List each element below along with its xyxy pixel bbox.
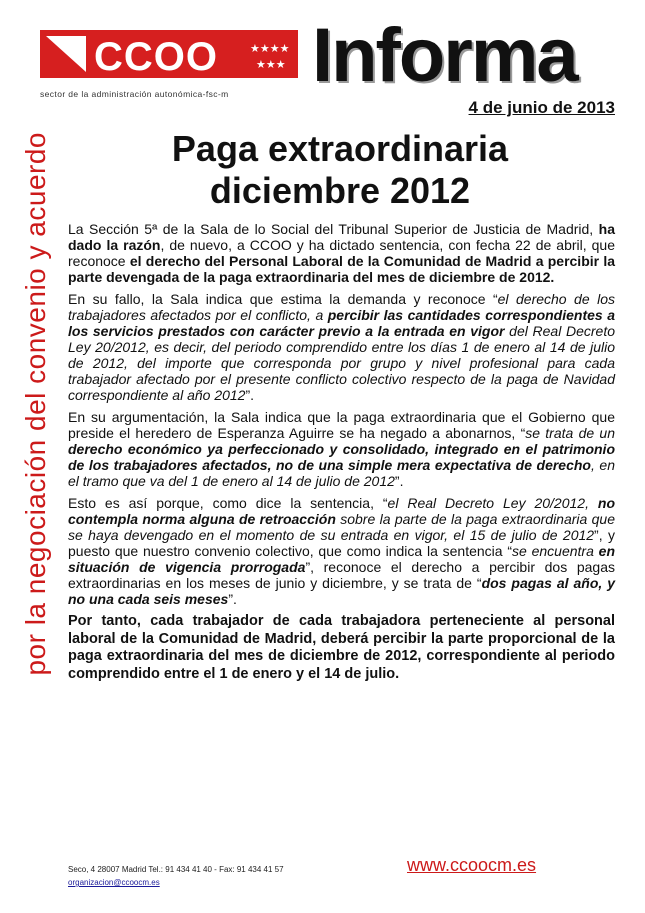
footer-address: Seco, 4 28007 Madrid Tel.: 91 434 41 40 - Fax: 91 434 41 57 xyxy=(68,865,284,874)
text-run: ha dado la razón xyxy=(68,221,615,253)
text-run: el derecho de los trabajadores afectados por el conflicto, a xyxy=(68,291,615,323)
text-run: En su argumentación, la Sala indica que la paga extraordinaria que el Gobierno que preside el heredero de Esperanza Aguirre se ha negado a abonarnos, “ xyxy=(68,409,615,441)
text-run: se encuentra xyxy=(512,543,599,559)
sector-tagline: sector de la administración autonómica-fsc-m xyxy=(40,89,229,99)
text-run: Esto es así porque, como dice la sentencia, “ xyxy=(68,495,388,511)
text-run: derecho económico ya perfeccionado y consolidado, integrado en el patrimonio de los trabajadores afectados, no de una simple mera expectativa de derecho xyxy=(68,441,615,473)
footer-email-link[interactable]: organizacion@ccoocm.es xyxy=(68,878,160,887)
text-run: sobre la parte de la paga extraordinaria que se haya devengado en el momento de su entrada en vigor, el 15 de julio de 2012 xyxy=(68,511,616,543)
publication-date: 4 de junio de 2013 xyxy=(468,98,615,117)
text-run: del Real Decreto Ley 20/2012, es decir, del periodo comprendido entre los días 1 de enero al 14 de julio de 2012, del importe que corresponda por grupo y nivel profesional para cada trabajador afectado por el presente conflicto colectivo respecto de la paga de Navidad correspondiente al año 2012 xyxy=(68,323,615,403)
text-run: dos pagas al año, y no una cada seis meses xyxy=(68,575,616,607)
text-run: ”. xyxy=(228,591,237,607)
paragraph-5: Por tanto, cada trabajador de cada trabajadora perteneciente al personal laboral de la Comunidad de Madrid, deberá percibir la parte proporcional de la paga extraordinaria del mes de diciembre de 2012, correspondiente al periodo comprendido entre el 1 de enero y el 14 de julio. xyxy=(68,613,615,682)
text-run: , en el tramo que va del 1 de enero al 14 de julio de 2012 xyxy=(68,457,615,489)
text-run: ”. xyxy=(394,473,404,489)
text-run: En su fallo, la Sala indica que estima la demanda y reconoce “ xyxy=(68,291,498,307)
publication-title: Informa xyxy=(312,13,577,98)
ccoo-logo xyxy=(40,30,298,78)
text-run: no contempla norma alguna de retroacción xyxy=(68,495,615,527)
svg-text:★★★★: ★★★★ xyxy=(250,42,290,55)
svg-text:CCOO: CCOO xyxy=(94,35,218,78)
text-run: La Sección 5ª de la Sala de lo Social del Tribunal Superior de Justicia de Madrid, xyxy=(68,221,599,237)
text-run: el derecho del Personal Laboral de la Comunidad de Madrid a percibir la parte devengada de la paga extraordinaria del mes de diciembre de 2012. xyxy=(68,253,616,285)
text-run: , de nuevo, a CCOO y ha dictado sentencia, con fecha 22 de abril, que reconoce xyxy=(68,237,615,269)
sidebar-slogan: por la negociación del convenio y acuerdo xyxy=(20,132,51,676)
paragraph-3 xyxy=(68,409,615,489)
document-title: Paga extraordinaria diciembre 2012 xyxy=(171,128,509,211)
paragraph-2 xyxy=(68,291,615,403)
text-run: ”. xyxy=(245,387,255,403)
article-body xyxy=(68,221,615,689)
text-run: percibir las cantidades correspondientes a los servicios prestados con carácter previo a la entrada en vigor xyxy=(68,307,615,339)
footer-website-link[interactable]: www.ccoocm.es xyxy=(407,855,537,875)
text-run: en situación de vigencia prorrogada xyxy=(68,543,616,575)
text-run: ”, reconoce el derecho a percibir dos pagas extraordinarias en los meses de junio y diciembre, y se trata de “ xyxy=(68,559,615,591)
paragraph-4 xyxy=(68,495,615,607)
text-run: ”, y puesto que nuestro convenio colectivo, que como indica la sentencia “ xyxy=(68,527,615,559)
text-run: el Real Decreto Ley 20/2012, xyxy=(387,495,598,511)
paragraph-1 xyxy=(68,221,615,285)
text-run: se trata de un xyxy=(525,425,615,441)
svg-text:★★★: ★★★ xyxy=(256,58,286,71)
